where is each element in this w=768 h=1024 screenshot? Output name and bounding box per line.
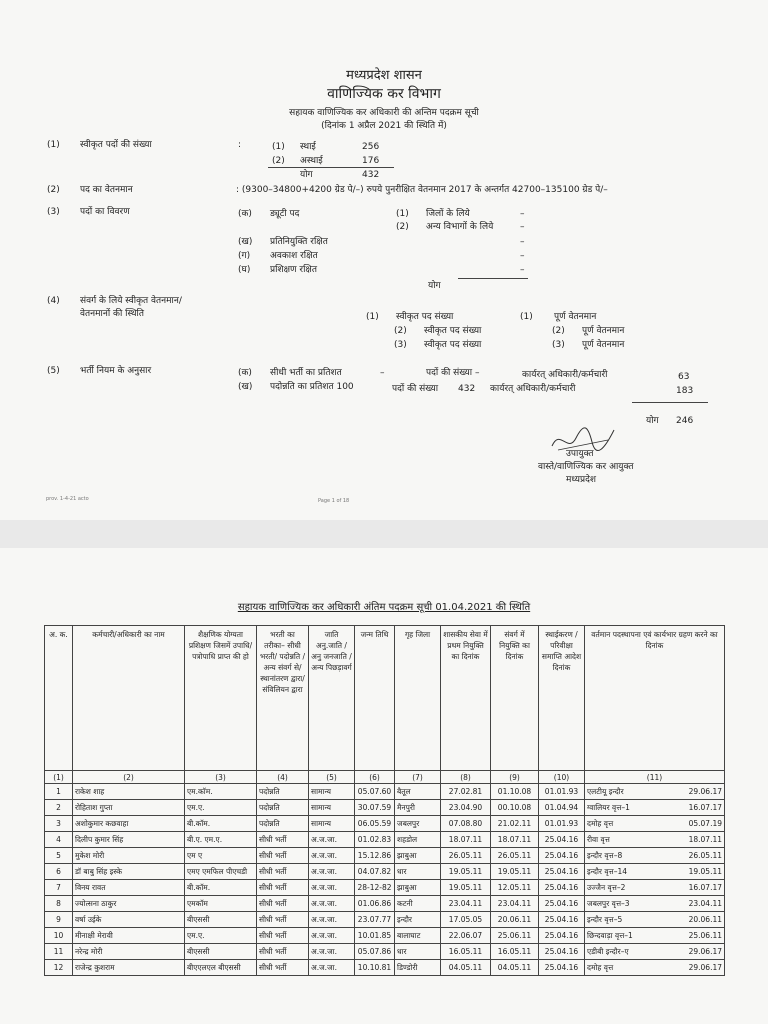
- qualification: बीएससी: [185, 944, 257, 960]
- birth-date: 04.07.82: [355, 864, 395, 880]
- permanent-value: 256: [362, 142, 380, 152]
- first-appointment-date: 19.05.11: [441, 880, 491, 896]
- column-number: (8): [441, 771, 491, 784]
- section-1-number: (1): [47, 140, 60, 150]
- qualification: एमए एमफिल पीएचडी: [185, 864, 257, 880]
- birth-date: 30.07.59: [355, 800, 395, 816]
- duty-post-label: ड्यूटी पद: [270, 209, 300, 219]
- birth-date: 06.05.59: [355, 816, 395, 832]
- header-first-appointment: शासकीय सेवा में प्रथम नियुक्ति का दिनांक: [441, 626, 491, 771]
- table-row: [45, 896, 725, 912]
- recruitment-mode: सीधी भर्ती: [257, 912, 309, 928]
- birth-date: 05.07.60: [355, 784, 395, 800]
- current-posting-cell: [585, 960, 725, 976]
- birth-date: 23.07.77: [355, 912, 395, 928]
- employee-name: विनय रावत: [73, 880, 185, 896]
- current-posting: इन्दौर वृत्त–5: [587, 914, 623, 924]
- header-qualification: शैक्षणिक योग्यता प्रशिक्षण जिसमें उपाधि/ पत्रोपाधि प्राप्त की हो: [185, 626, 257, 771]
- confirmation-date: 01.01.93: [539, 816, 585, 832]
- promotion-label: पदोन्नति का प्रतिशत 100: [270, 382, 354, 392]
- caste-category: अ.ज.जा.: [309, 912, 355, 928]
- recruitment-mode: सीधी भर्ती: [257, 832, 309, 848]
- qualification: बी.ए. एम.ए.: [185, 832, 257, 848]
- full-scale-2-label: पूर्ण वेतनमान: [582, 326, 625, 336]
- home-district: झाबुआ: [395, 880, 441, 896]
- signatory-designation: वास्ते/वाणिज्यिक कर आयुक्त: [538, 462, 634, 472]
- table-row: [45, 880, 725, 896]
- employee-name: वर्षा उईके: [73, 912, 185, 928]
- other-depts-value: –: [520, 222, 525, 232]
- footer-file-ref: prov. 1-4-21 acto: [46, 496, 89, 502]
- sanctioned-3-num: (3): [394, 340, 407, 350]
- column-number: (3): [185, 771, 257, 784]
- first-appointment-date: 23.04.90: [441, 800, 491, 816]
- home-district: जबलपुर: [395, 816, 441, 832]
- cadre-appointment-date: 19.05.11: [491, 864, 539, 880]
- other-depts-num: (2): [396, 222, 409, 232]
- current-posting-cell: [585, 832, 725, 848]
- joining-date: 23.04.11: [688, 898, 722, 908]
- table-row: [45, 784, 725, 800]
- header-home-district: गृह जिला: [395, 626, 441, 771]
- recruitment-mode: सीधी भर्ती: [257, 928, 309, 944]
- qualification: बीएएलएल बीएससी: [185, 960, 257, 976]
- joining-date: 05.07.19: [688, 818, 722, 828]
- permanent-num: (1): [272, 142, 285, 152]
- row-serial: 12: [45, 960, 73, 976]
- training-label: प्रशिक्षण रक्षित: [270, 265, 317, 275]
- department-heading: वाणिज्यिक कर विभाग: [327, 86, 441, 102]
- first-appointment-date: 23.04.11: [441, 896, 491, 912]
- row-serial: 3: [45, 816, 73, 832]
- permanent-label: स्थाई: [300, 142, 316, 152]
- districts-num: (1): [396, 209, 409, 219]
- employee-name: मीनाक्षी मेरावी: [73, 928, 185, 944]
- section-5-label: भर्ती नियम के अनुसार: [80, 366, 152, 376]
- confirmation-date: 25.04.16: [539, 960, 585, 976]
- first-appointment-date: 26.05.11: [441, 848, 491, 864]
- home-district: बैतूल: [395, 784, 441, 800]
- qualification: एम ए: [185, 848, 257, 864]
- section-5-total-value: 246: [676, 416, 694, 426]
- birth-date: 01.02.83: [355, 832, 395, 848]
- employee-name: रोहिताश गुप्ता: [73, 800, 185, 816]
- row-serial: 9: [45, 912, 73, 928]
- home-district: झाबुआ: [395, 848, 441, 864]
- first-appointment-date: 22.06.07: [441, 928, 491, 944]
- home-district: धार: [395, 864, 441, 880]
- header-caste: जाति अनु.जाति / अनु जनजाति / अन्य पिछड़ावर्ग: [309, 626, 355, 771]
- confirmation-date: 25.04.16: [539, 896, 585, 912]
- first-appointment-date: 07.08.80: [441, 816, 491, 832]
- birth-date: 05.07.86: [355, 944, 395, 960]
- recruitment-mode: पदोन्नति: [257, 784, 309, 800]
- list-title: सहायक वाणिज्यिक कर अधिकारी की अन्तिम पदक्रम सूची: [289, 108, 479, 118]
- confirmation-date: 25.04.16: [539, 880, 585, 896]
- current-posting: इन्दौर वृत्त–14: [587, 866, 628, 876]
- first-appointment-date: 19.05.11: [441, 864, 491, 880]
- full-scale-3-label: पूर्ण वेतनमान: [582, 340, 625, 350]
- current-posting-cell: [585, 912, 725, 928]
- current-posting-cell: [585, 928, 725, 944]
- qualification: बीएससी: [185, 912, 257, 928]
- table-row: [45, 816, 725, 832]
- confirmation-date: 25.04.16: [539, 864, 585, 880]
- confirmation-date: 25.04.16: [539, 944, 585, 960]
- current-posting: रीवा वृत्त: [587, 834, 610, 844]
- training-value: –: [520, 265, 525, 275]
- cadre-appointment-date: 16.05.11: [491, 944, 539, 960]
- caste-category: अ.ज.जा.: [309, 880, 355, 896]
- header-current-posting: वर्तमान पदस्थापना एवं कार्यभार ग्रहण करने का दिनांक: [585, 626, 725, 771]
- current-posting: उज्जैन वृत्त–2: [587, 882, 626, 892]
- section-3-label: पदों का विवरण: [80, 207, 130, 217]
- promotion-posts-value: 432: [458, 384, 476, 394]
- current-posting-cell: [585, 944, 725, 960]
- signatory-state: मध्यप्रदेश: [566, 475, 597, 485]
- temporary-label: अस्थाई: [300, 156, 323, 166]
- total-posts-value: 432: [362, 170, 380, 180]
- temporary-value: 176: [362, 156, 380, 166]
- birth-date: 10.01.85: [355, 928, 395, 944]
- direct-posts: पदों की संख्या –: [426, 368, 480, 378]
- section-1-colon: :: [238, 140, 242, 150]
- recruitment-mode: सीधी भर्ती: [257, 896, 309, 912]
- table-row: [45, 944, 725, 960]
- section-1-label: स्वीकृत पदों की संख्या: [80, 140, 152, 150]
- caste-category: अ.ज.जा.: [309, 960, 355, 976]
- row-serial: 5: [45, 848, 73, 864]
- promotion-staff-value: 183: [676, 386, 694, 396]
- document-page-2: [0, 548, 768, 1024]
- qualification: एम.ए.: [185, 800, 257, 816]
- recruitment-mode: पदोन्नति: [257, 800, 309, 816]
- direct-staff-value: 63: [678, 372, 690, 382]
- section-2-label: पद का वेतनमान: [80, 185, 133, 195]
- caste-category: अ.ज.जा.: [309, 848, 355, 864]
- caste-category: अ.ज.जा.: [309, 832, 355, 848]
- row-serial: 7: [45, 880, 73, 896]
- caste-category: अ.ज.जा.: [309, 928, 355, 944]
- joining-date: 16.07.17: [688, 802, 722, 812]
- birth-date: 10.10.81: [355, 960, 395, 976]
- sanctioned-3-label: स्वीकृत पद संख्या: [424, 340, 482, 350]
- header-name: कर्मचारी/अधिकारी का नाम: [73, 626, 185, 771]
- home-district: धार: [395, 944, 441, 960]
- leave-label: अवकाश रक्षित: [270, 251, 318, 261]
- cadre-appointment-date: 23.04.11: [491, 896, 539, 912]
- employee-name: डॉ बाबु सिंह इस्के: [73, 864, 185, 880]
- employee-name: राजेन्द्र कुशराम: [73, 960, 185, 976]
- promotion-staff-label: कार्यरत् अधिकारी/कर्मचारी: [490, 384, 576, 394]
- confirmation-date: 25.04.16: [539, 832, 585, 848]
- confirmation-date: 01.04.94: [539, 800, 585, 816]
- cadre-appointment-date: 01.10.08: [491, 784, 539, 800]
- cadre-appointment-date: 18.07.11: [491, 832, 539, 848]
- deputation-marker: (ख): [238, 237, 253, 247]
- joining-date: 26.05.11: [688, 850, 722, 860]
- cadre-appointment-date: 04.05.11: [491, 960, 539, 976]
- seniority-table: [44, 625, 725, 976]
- row-serial: 11: [45, 944, 73, 960]
- sum-line: [268, 167, 394, 168]
- current-posting-cell: [585, 880, 725, 896]
- birth-date: 01.06.86: [355, 896, 395, 912]
- section-5-total-label: योग: [646, 416, 659, 426]
- column-number: (6): [355, 771, 395, 784]
- table-row: [45, 864, 725, 880]
- column-number: (11): [585, 771, 725, 784]
- sanctioned-1-label: स्वीकृत पद संख्या: [396, 312, 454, 322]
- signatory-title: उपायुक्त: [566, 449, 594, 459]
- table-row: [45, 848, 725, 864]
- birth-date: 28-12-82: [355, 880, 395, 896]
- current-posting-cell: [585, 816, 725, 832]
- column-number: (1): [45, 771, 73, 784]
- employee-name: राकेश शाह: [73, 784, 185, 800]
- districts-label: जिलों के लिये: [426, 209, 470, 219]
- list-date: (दिनांक 1 अप्रैल 2021 की स्थिति में): [321, 121, 447, 131]
- districts-value: –: [520, 209, 525, 219]
- employee-name: अशोकुमार कछवाहा: [73, 816, 185, 832]
- recruitment-mode: पदोन्नति: [257, 816, 309, 832]
- section-4-number: (4): [47, 296, 60, 306]
- employee-name: दिलीप कुमार सिंह: [73, 832, 185, 848]
- section-4-label-line1: संवर्ग के लिये स्वीकृत वेतनमान/: [80, 296, 182, 306]
- column-number: (10): [539, 771, 585, 784]
- deputation-value: –: [520, 237, 525, 247]
- caste-category: सामान्य: [309, 784, 355, 800]
- section-3-sum-line: [458, 278, 528, 279]
- row-serial: 6: [45, 864, 73, 880]
- column-number: (5): [309, 771, 355, 784]
- footer-page-number: Page 1 of 18: [318, 498, 350, 504]
- current-posting-cell: [585, 800, 725, 816]
- column-number: (7): [395, 771, 441, 784]
- seniority-table-title: सहायक वाणिज्यिक कर अधिकारी अंतिम पदक्रम सूची 01.04.2021 की स्थिति: [237, 602, 531, 613]
- header-confirmation-date: स्थाईकरण /परिवीक्षा समाप्ति आदेश दिनांक: [539, 626, 585, 771]
- qualification: बी.कॉम.: [185, 880, 257, 896]
- column-number-row: [45, 771, 725, 784]
- birth-date: 15.12.86: [355, 848, 395, 864]
- qualification: एमकॉम: [185, 896, 257, 912]
- table-row: [45, 960, 725, 976]
- training-marker: (घ): [238, 265, 251, 275]
- current-posting: एलटीयू इन्दौर: [587, 786, 624, 796]
- caste-category: अ.ज.जा.: [309, 896, 355, 912]
- home-district: इन्दौर: [395, 912, 441, 928]
- deputation-label: प्रतिनियुक्ति रक्षित: [270, 237, 328, 247]
- confirmation-date: 25.04.16: [539, 912, 585, 928]
- direct-staff-label: कार्यरत् अधिकारी/कर्मचारी: [522, 370, 608, 380]
- first-appointment-date: 17.05.05: [441, 912, 491, 928]
- employee-name: मुकेश मोरी: [73, 848, 185, 864]
- leave-marker: (ग): [238, 251, 251, 261]
- current-posting-cell: [585, 896, 725, 912]
- current-posting: ग्वालियर वृत्त–1: [587, 802, 630, 812]
- full-scale-1-label: पूर्ण वेतनमान: [554, 312, 597, 322]
- caste-category: अ.ज.जा.: [309, 864, 355, 880]
- column-number: (4): [257, 771, 309, 784]
- joining-date: 29.06.17: [688, 946, 722, 956]
- current-posting: एडीबी इन्दौर–ए: [587, 946, 629, 956]
- joining-date: 20.06.11: [688, 914, 722, 924]
- qualification: एम.कॉम.: [185, 784, 257, 800]
- state-government-heading: मध्यप्रदेश शासन: [346, 68, 422, 83]
- leave-value: –: [520, 251, 525, 261]
- joining-date: 19.05.11: [688, 866, 722, 876]
- section-4-label-line2: वेतनमानों की स्थिति: [80, 309, 144, 319]
- temporary-num: (2): [272, 156, 285, 166]
- table-row: [45, 800, 725, 816]
- column-number: (2): [73, 771, 185, 784]
- confirmation-date: 25.04.16: [539, 928, 585, 944]
- first-appointment-date: 27.02.81: [441, 784, 491, 800]
- qualification: बी.कॉम.: [185, 816, 257, 832]
- joining-date: 18.07.11: [688, 834, 722, 844]
- current-posting: इन्दौर वृत्त–8: [587, 850, 623, 860]
- row-serial: 1: [45, 784, 73, 800]
- cadre-appointment-date: 12.05.11: [491, 880, 539, 896]
- caste-category: अ.ज.जा.: [309, 944, 355, 960]
- header-serial: अ. क.: [45, 626, 73, 771]
- home-district: शहडोल: [395, 832, 441, 848]
- home-district: कटनी: [395, 896, 441, 912]
- current-posting-cell: [585, 784, 725, 800]
- recruitment-mode: सीधी भर्ती: [257, 848, 309, 864]
- qualification: एम.ए.: [185, 928, 257, 944]
- home-district: डिण्डोरी: [395, 960, 441, 976]
- joining-date: 29.06.17: [688, 962, 722, 972]
- cadre-appointment-date: 00.10.08: [491, 800, 539, 816]
- employee-name: ज्योत्सना ठाकुर: [73, 896, 185, 912]
- row-serial: 8: [45, 896, 73, 912]
- joining-date: 25.06.11: [688, 930, 722, 940]
- sanctioned-1-num: (1): [366, 312, 379, 322]
- other-depts-label: अन्य विभागों के लिये: [426, 222, 494, 232]
- full-scale-3-num: (3): [552, 340, 565, 350]
- total-label: योग: [300, 170, 313, 180]
- sanctioned-2-label: स्वीकृत पद संख्या: [424, 326, 482, 336]
- table-row: [45, 928, 725, 944]
- header-birth-date: जन्म तिथि: [355, 626, 395, 771]
- cadre-appointment-date: 26.05.11: [491, 848, 539, 864]
- section-3-total-label: योग: [428, 281, 441, 291]
- direct-marker: (क): [238, 368, 252, 378]
- row-serial: 2: [45, 800, 73, 816]
- header-recruitment-mode: भरती का तरीका– सीधी भरती/ पदोन्नति /अन्य संवर्ग से/ स्थानांतरण द्वारा/ संविलियन द्वारा: [257, 626, 309, 771]
- section-3-number: (3): [47, 207, 60, 217]
- promotion-marker: (ख): [238, 382, 253, 392]
- promotion-posts-label: पदों की संख्या: [392, 384, 439, 394]
- sanctioned-2-num: (2): [394, 326, 407, 336]
- joining-date: 16.07.17: [688, 882, 722, 892]
- pay-scale-text: : (9300–34800+4200 ग्रेड पे/–) रुपये पुनरीक्षित वेतनमान 2017 के अन्तर्गत 42700–135100 ग्रेड पे/–: [236, 185, 608, 195]
- full-scale-1-num: (1): [520, 312, 533, 322]
- recruitment-mode: सीधी भर्ती: [257, 960, 309, 976]
- full-scale-2-num: (2): [552, 326, 565, 336]
- row-serial: 10: [45, 928, 73, 944]
- current-posting: दमोह वृत्त: [587, 962, 614, 972]
- duty-post-marker: (क): [238, 209, 252, 219]
- home-district: बालाघाट: [395, 928, 441, 944]
- section-2-number: (2): [47, 185, 60, 195]
- caste-category: सामान्य: [309, 800, 355, 816]
- caste-category: सामान्य: [309, 816, 355, 832]
- row-serial: 4: [45, 832, 73, 848]
- section-5-sum-line: [632, 402, 708, 403]
- cadre-appointment-date: 21.02.11: [491, 816, 539, 832]
- recruitment-mode: सीधी भर्ती: [257, 880, 309, 896]
- current-posting: दमोह वृत्त: [587, 818, 614, 828]
- current-posting-cell: [585, 848, 725, 864]
- employee-name: नरेन्द्र मोरी: [73, 944, 185, 960]
- table-row: [45, 912, 725, 928]
- recruitment-mode: सीधी भर्ती: [257, 864, 309, 880]
- confirmation-date: 25.04.16: [539, 848, 585, 864]
- direct-dash: –: [380, 368, 385, 378]
- current-posting: जबलपुर वृत्त–3: [587, 898, 630, 908]
- first-appointment-date: 04.05.11: [441, 960, 491, 976]
- joining-date: 29.06.17: [688, 786, 722, 796]
- first-appointment-date: 18.07.11: [441, 832, 491, 848]
- header-cadre-appointment: संवर्ग में नियुक्ति का दिनांक: [491, 626, 539, 771]
- section-5-number: (5): [47, 366, 60, 376]
- cadre-appointment-date: 20.06.11: [491, 912, 539, 928]
- first-appointment-date: 16.05.11: [441, 944, 491, 960]
- home-district: मैनपुरी: [395, 800, 441, 816]
- recruitment-mode: सीधी भर्ती: [257, 944, 309, 960]
- current-posting-cell: [585, 864, 725, 880]
- cadre-appointment-date: 25.06.11: [491, 928, 539, 944]
- current-posting: छिन्दवाड़ा वृत्त–1: [587, 930, 633, 940]
- direct-label: सीधी भर्ती का प्रतिशत: [270, 368, 342, 378]
- column-number: (9): [491, 771, 539, 784]
- table-row: [45, 832, 725, 848]
- confirmation-date: 01.01.93: [539, 784, 585, 800]
